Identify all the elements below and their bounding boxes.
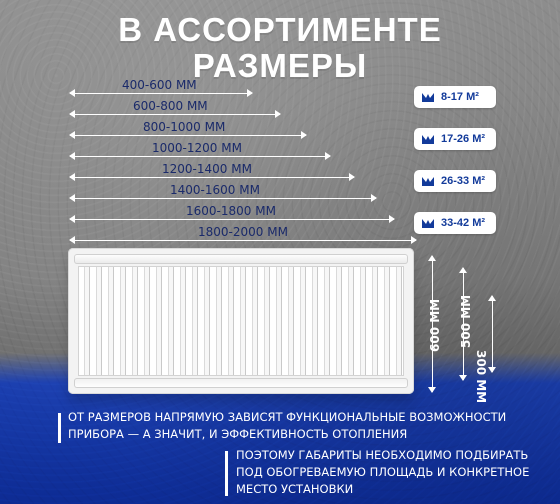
- width-dimension-6: [70, 198, 376, 199]
- page-title: [0, 12, 560, 84]
- area-icon: [421, 133, 435, 145]
- width-label-6: 1400-1600 ММ: [170, 183, 260, 197]
- width-dimension-7: [70, 219, 394, 220]
- note-1: ОТ РАЗМЕРОВ НАПРЯМУЮ ЗАВИСЯТ ФУНКЦИОНАЛЬНЫЕ ВОЗМОЖНОСТИ ПРИБОРА — А ЗНАЧИТ, И ЭФФЕКТИВНОСТЬ ОТОПЛЕНИЯ: [68, 410, 507, 441]
- area-badge-2: [414, 128, 496, 150]
- area-badge-label-1: 8-17 М²: [441, 91, 479, 103]
- note-accent-bar-2: [225, 451, 228, 496]
- width-label-3: 800-1000 ММ: [143, 120, 226, 134]
- width-dimension-2: [70, 114, 280, 115]
- note-accent-bar-1: [58, 413, 61, 443]
- area-badge-3: [414, 170, 496, 192]
- note-2: ПОЭТОМУ ГАБАРИТЫ НЕОБХОДИМО ПОДБИРАТЬ ПОД ОБОГРЕВАЕМУЮ ПЛОЩАДЬ И КОНКРЕТНОЕ МЕСТО УСТАНОВКИ: [236, 448, 530, 496]
- width-dimension-4: [70, 156, 330, 157]
- radiator-image: [68, 248, 414, 394]
- area-badge-label-4: 33-42 М²: [441, 217, 486, 229]
- height-label-300: 300 ММ: [474, 350, 488, 404]
- width-label-1: 400-600 ММ: [122, 78, 197, 92]
- width-label-2: 600-800 ММ: [133, 99, 208, 113]
- width-label-4: 1000-1200 ММ: [152, 141, 242, 155]
- radiator-top-bar: [74, 254, 408, 264]
- radiator-bottom-bar: [74, 378, 408, 388]
- width-dimension-1: [70, 93, 252, 94]
- area-icon: [421, 217, 435, 229]
- height-label-500: 500 ММ: [459, 294, 473, 348]
- width-dimension-5: [70, 177, 354, 178]
- area-icon: [421, 175, 435, 187]
- width-dimension-8: [70, 240, 416, 241]
- title-line-2: РАЗМЕРЫ: [192, 47, 368, 84]
- title-line-1: В АССОРТИМЕНТЕ: [118, 11, 442, 48]
- radiator-fins: [78, 266, 404, 376]
- area-icon: [421, 91, 435, 103]
- area-badge-label-3: 26-33 М²: [441, 175, 486, 187]
- height-dimension-300: [492, 296, 493, 372]
- width-label-7: 1600-1800 ММ: [186, 204, 276, 218]
- width-label-8: 1800-2000 ММ: [198, 225, 288, 239]
- area-badge-1: [414, 86, 496, 108]
- height-label-600: 600 ММ: [428, 298, 442, 352]
- width-label-5: 1200-1400 ММ: [162, 162, 252, 176]
- area-badge-4: [414, 212, 496, 234]
- width-dimension-3: [70, 135, 306, 136]
- area-badge-label-2: 17-26 М²: [441, 133, 486, 145]
